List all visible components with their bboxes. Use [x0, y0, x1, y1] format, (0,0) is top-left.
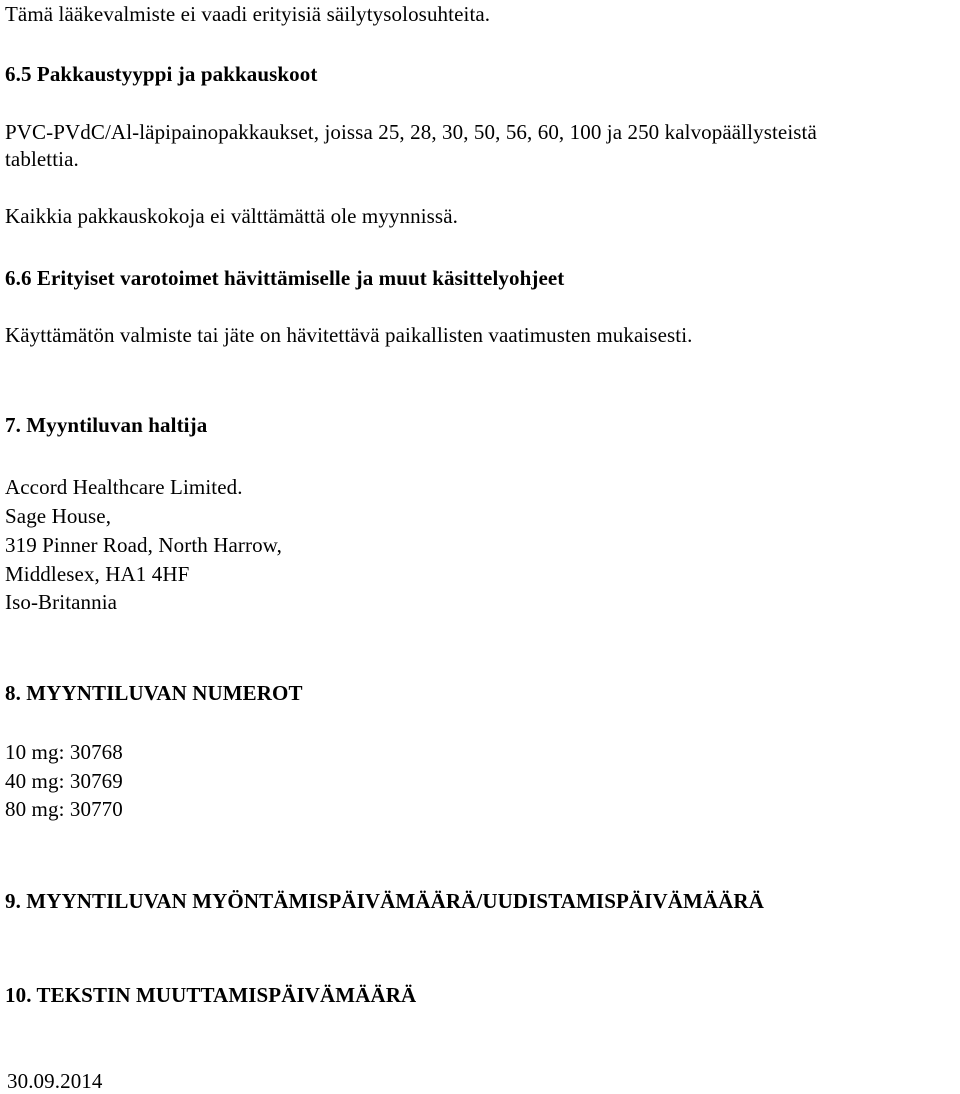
section-8-heading: 8. MYYNTILUVAN NUMEROT: [5, 681, 303, 705]
address-line: Iso-Britannia: [5, 590, 118, 614]
section-10-heading: 10. TEKSTIN MUUTTAMISPÄIVÄMÄÄRÄ: [5, 983, 417, 1007]
package-availability-text: Kaikkia pakkauskokoja ei välttämättä ole myynnissä.: [5, 204, 458, 228]
section-7-heading: 7. Myyntiluvan haltija: [5, 413, 208, 437]
disposal-text: Käyttämätön valmiste tai jäte on hävitettävä paikallisten vaatimusten mukaisesti.: [5, 323, 693, 347]
authorisation-number: 40 mg: 30769: [5, 769, 123, 793]
address-line: 319 Pinner Road, North Harrow,: [5, 533, 282, 557]
storage-text: Tämä lääkevalmiste ei vaadi erityisiä säilytysolosuhteita.: [5, 2, 491, 26]
authorisation-number: 80 mg: 30770: [5, 797, 123, 821]
revision-date: 30.09.2014: [7, 1069, 103, 1093]
address-line: Sage House,: [5, 504, 112, 528]
address-line: Middlesex, HA1 4HF: [5, 562, 190, 586]
address-line: Accord Healthcare Limited.: [5, 475, 243, 499]
section-9-heading: 9. MYYNTILUVAN MYÖNTÄMISPÄIVÄMÄÄRÄ/UUDISTAMISPÄIVÄMÄÄRÄ: [5, 889, 764, 913]
package-description-line-1: PVC-PVdC/Al-läpipainopakkaukset, joissa 25, 28, 30, 50, 56, 60, 100 ja 250 kalvopäällysteistä: [5, 120, 817, 144]
package-description-line-2: tablettia.: [5, 147, 79, 171]
section-6-5-heading: 6.5 Pakkaustyyppi ja pakkauskoot: [5, 62, 318, 86]
authorisation-number: 10 mg: 30768: [5, 740, 123, 764]
section-6-6-heading: 6.6 Erityiset varotoimet hävittämiselle ja muut käsittelyohjeet: [5, 266, 565, 290]
